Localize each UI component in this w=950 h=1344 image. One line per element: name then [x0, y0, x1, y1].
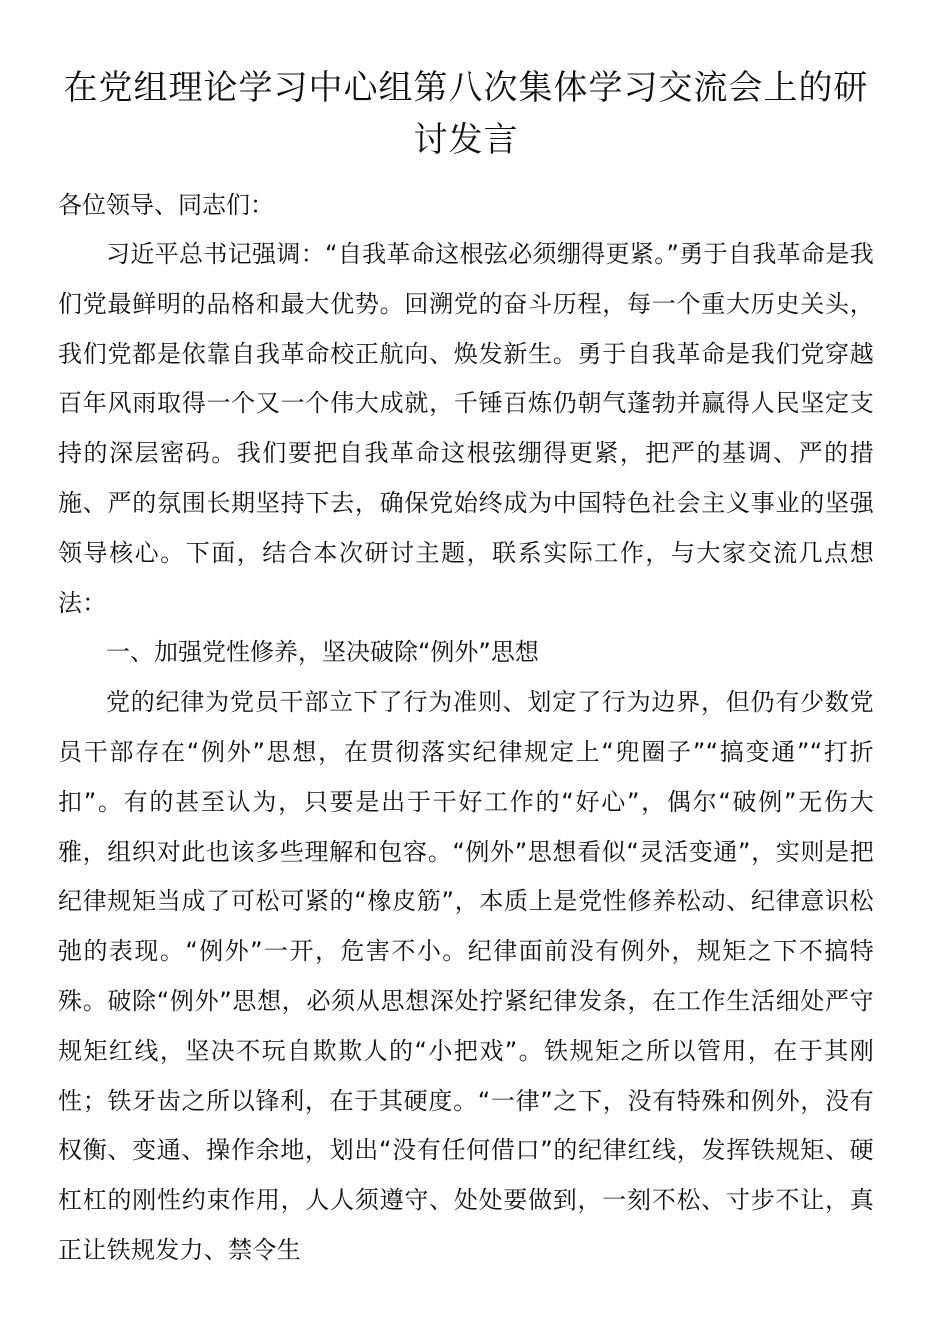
intro-paragraph: 习近平总书记强调：“自我革命这根弦必须绷得更紧。”勇于自我革命是我们党最鲜明的品格和最大优势。回溯党的奋斗历程，每一个重大历史关头，我们党都是依靠自我革命校正航向、焕发新生。勇于自我革命是我们党穿越百年风雨取得一个又一个伟大成就，千锤百炼仍朝气蓬勃并赢得人民坚定支持的深层密码。我们要把自我革命这根弦绷得更紧，把严的基调、严的措施、严的氛围长期坚持下去，确保党始终成为中国特色社会主义事业的坚强领导核心。下面，结合本次研讨主题，联系实际工作，与大家交流几点想法： [58, 240, 874, 617]
section-heading-1: 一、加强党性修养，坚决破除“例外”思想 [106, 638, 539, 667]
document-title: 在党组理论学习中心组第八次集体学习交流会上的研讨发言 [63, 68, 869, 160]
salutation: 各位领导、同志们： [58, 191, 274, 219]
section-paragraph-1: 党的纪律为党员干部立下了行为准则、划定了行为边界，但仍有少数党员干部存在“例外”思想，在贯彻落实纪律规定上“兜圈子”“搞变通”“打折扣”。有的甚至认为，只要是出于干好工作的“好心”，偶尔“破例”无伤大雅，组织对此也该多些理解和包容。“例外”思想看似“灵活变通”，实则是把纪律规矩当成了可松可紧的“橡皮筋”，本质上是党性修养松动、纪律意识松弛的表现。“例外”一开，危害不小。纪律面前没有例外，规矩之下不搞特殊。破除“例外”思想，必须从思想深处拧紧纪律发条，在工作生活细处严守规矩红线，坚决不玩自欺欺人的“小把戏”。铁规矩之所以管用，在于其刚性；铁牙齿之所以锋利，在于其硬度。“一律”之下，没有特殊和例外，没有权衡、变通、操作余地，划出“没有任何借口”的纪律红线，发挥铁规矩、硬杠杠的刚性约束作用，人人须遵守、处处要做到，一刻不松、寸步不让，真正让铁规发力、禁令生 [58, 688, 874, 1264]
